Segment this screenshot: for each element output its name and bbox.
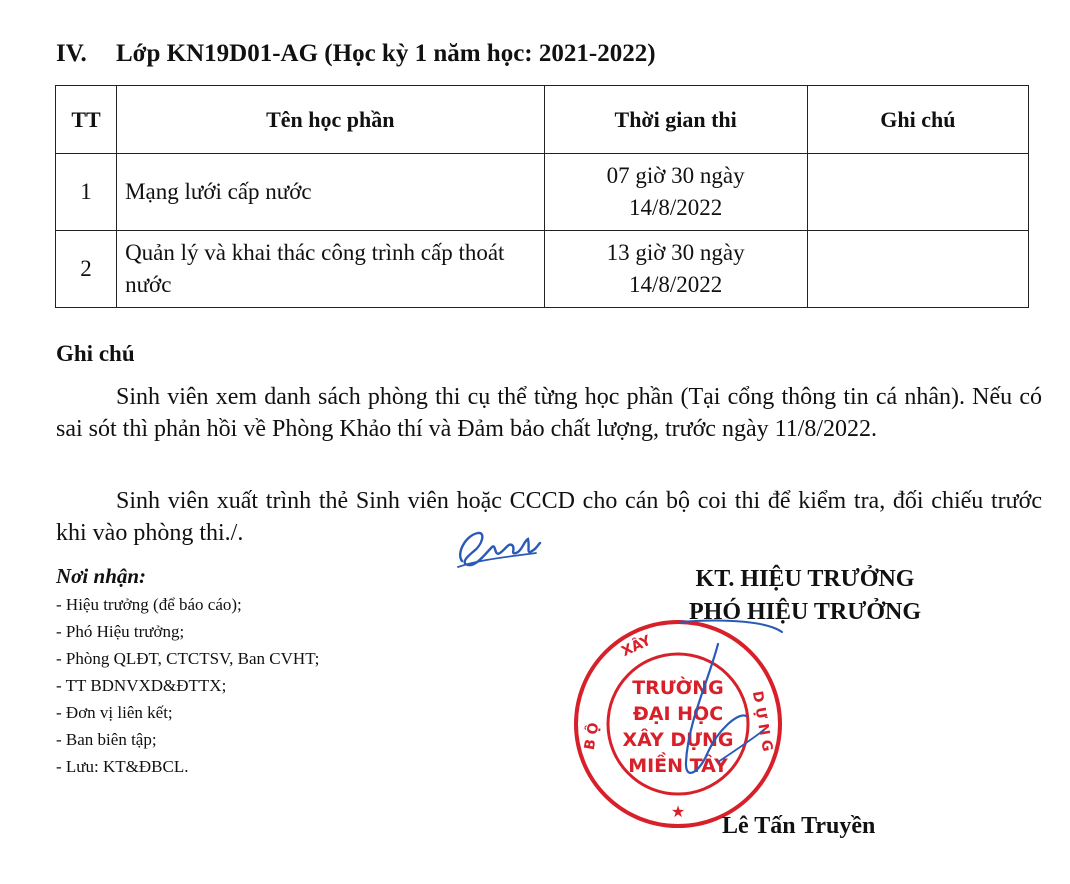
header-note: Ghi chú: [807, 86, 1028, 154]
row-note: [807, 154, 1028, 231]
recipient-item: - Đơn vị liên kết;: [56, 703, 173, 722]
official-seal-stamp: [568, 612, 788, 837]
signatory-line-2: PHÓ HIỆU TRƯỞNG: [688, 599, 922, 625]
svg-text:MIỀN TÂY: MIỀN TÂY: [628, 755, 728, 777]
row-number: 2: [56, 231, 117, 308]
recipient-item: - Lưu: KT&ĐBCL.: [56, 757, 189, 776]
exam-time-hour: 07 giờ 30 ngày: [606, 163, 745, 188]
signatory-line-1: KT. HIỆU TRƯỞNG: [695, 566, 915, 592]
header-exam-time: Thời gian thi: [544, 86, 807, 154]
svg-text:XÂY: XÂY: [619, 632, 654, 661]
recipient-item: - Ban biên tập;: [56, 730, 157, 749]
signatory-name: Lê Tấn Truyền: [722, 813, 876, 839]
section-heading: [56, 40, 656, 68]
initial-signature-mark: [452, 523, 544, 571]
notes-paragraph-1: Sinh viên xem danh sách phòng thi cụ thể từng học phần (Tại cổng thông tin cá nhân). Nếu có sai sót thì phản hồi về Phòng Khảo thí và Đảm bảo chất lượng, trước ngày 11/8/2022.: [56, 384, 1042, 442]
exam-schedule-table: [55, 85, 1029, 308]
header-course-name: Tên học phần: [117, 86, 544, 154]
course-name: Quản lý và khai thác công trình cấp thoát nước: [117, 231, 544, 308]
row-note: [807, 231, 1028, 308]
recipients-title: Nơi nhận:: [56, 564, 147, 588]
exam-time-date: 14/8/2022: [628, 195, 723, 220]
svg-text:B Ộ: B Ộ: [581, 721, 603, 752]
notes-title: Ghi chú: [56, 341, 135, 366]
exam-time: [544, 231, 807, 308]
section-number: IV.: [56, 40, 87, 67]
recipient-item: - Hiệu trưởng (để báo cáo);: [56, 595, 242, 614]
exam-time: [544, 154, 807, 231]
table-header-row: [56, 86, 1029, 154]
header-tt: TT: [56, 86, 117, 154]
recipient-item: - Phòng QLĐT, CTCTSV, Ban CVHT;: [56, 649, 320, 668]
exam-time-date: 14/8/2022: [628, 272, 723, 297]
recipient-item: - TT BDNVXD&ĐTTX;: [56, 676, 227, 695]
exam-time-hour: 13 giờ 30 ngày: [606, 240, 745, 265]
svg-text:ĐẠI HỌC: ĐẠI HỌC: [632, 703, 724, 725]
section-title: Lớp KN19D01-AG (Học kỳ 1 năm học: 2021-2022): [116, 40, 656, 67]
row-number: 1: [56, 154, 117, 231]
recipient-item: - Phó Hiệu trưởng;: [56, 622, 185, 641]
table-row: [56, 231, 1029, 308]
table-row: [56, 154, 1029, 231]
svg-text:XÂY DỰNG: XÂY DỰNG: [622, 729, 734, 751]
recipients-block: [56, 563, 319, 780]
svg-text:★: ★: [670, 802, 686, 821]
notes-paragraph-2: Sinh viên xuất trình thẻ Sinh viên hoặc CCCD cho cán bộ coi thi để kiểm tra, đối chiếu trước khi vào phòng thi./.: [56, 488, 1042, 546]
course-name: Mạng lưới cấp nước: [117, 154, 544, 231]
svg-text:D Ự N G: D Ự N G: [748, 689, 776, 753]
svg-text:TRƯỜNG: TRƯỜNG: [632, 677, 724, 699]
